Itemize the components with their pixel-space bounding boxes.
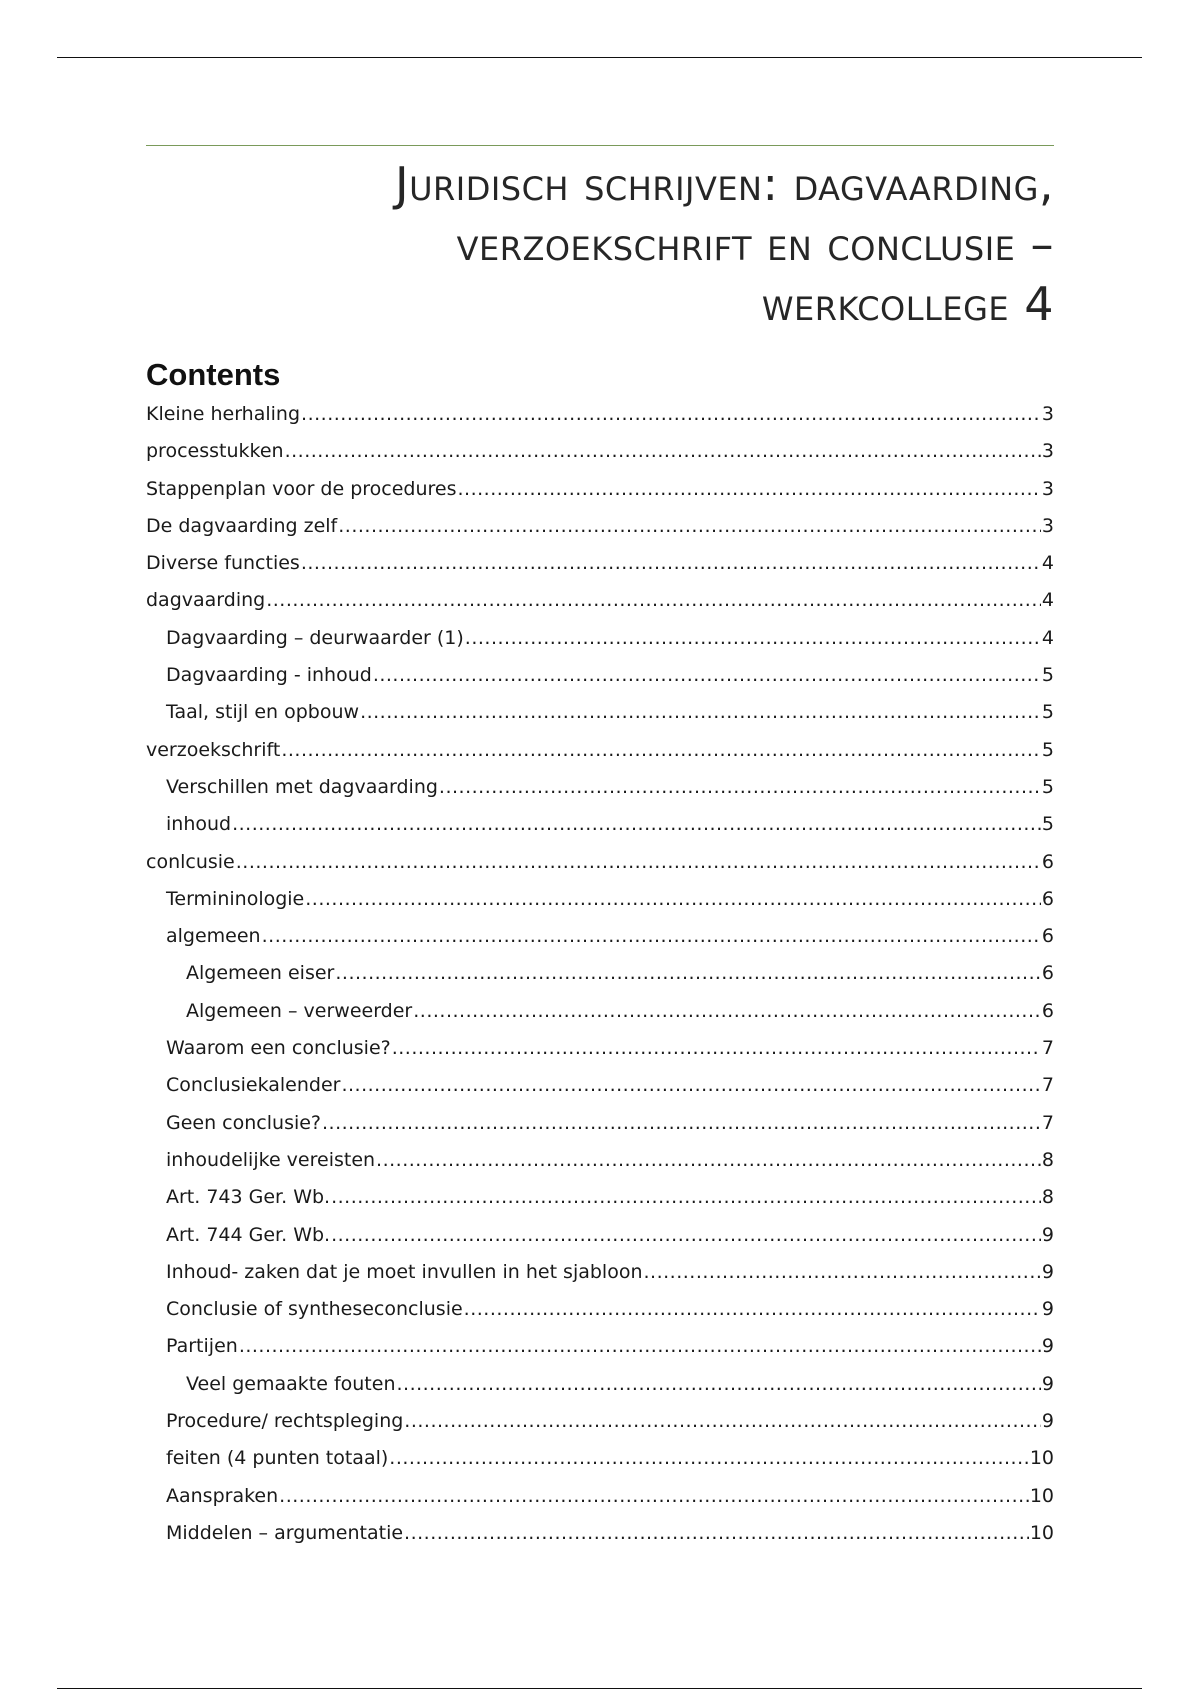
toc-entry[interactable]	[146, 962, 1054, 999]
page-top-rule	[57, 57, 1142, 58]
toc-entry[interactable]	[146, 1112, 1054, 1149]
toc-dot-leader	[301, 403, 1041, 425]
toc-entry-label: dagvaarding	[146, 589, 266, 612]
toc-entry[interactable]	[146, 1149, 1054, 1186]
toc-dot-leader	[389, 1447, 1029, 1469]
toc-entry[interactable]	[146, 1186, 1054, 1223]
toc-entry[interactable]	[146, 1074, 1054, 1111]
toc-page-number: 3	[1041, 514, 1054, 537]
toc-entry-label: processtukken	[146, 440, 284, 463]
toc-dot-leader	[392, 1037, 1041, 1059]
toc-dot-leader	[239, 1335, 1041, 1357]
toc-dot-leader	[464, 1298, 1041, 1320]
toc-entry-label: Termininologie	[166, 887, 305, 910]
toc-entry-label: Algemeen – verweerder	[186, 999, 413, 1022]
toc-page-number: 8	[1041, 1148, 1054, 1171]
toc-entry-label: Taal, stijl en opbouw	[166, 701, 360, 724]
toc-dot-leader	[335, 962, 1041, 984]
toc-page-number: 6	[1041, 962, 1054, 985]
toc-entry-label: Conclusie of syntheseconclusie	[166, 1298, 463, 1321]
toc-entry-label: Verschillen met dagvaarding	[166, 775, 438, 798]
toc-dot-leader	[281, 739, 1041, 761]
toc-dot-leader	[396, 1373, 1040, 1395]
toc-entry-label: Art. 743 Ger. Wb.	[166, 1186, 331, 1209]
toc-entry[interactable]	[146, 776, 1054, 813]
toc-entry-label: Art. 744 Ger. Wb.	[166, 1223, 331, 1246]
toc-page-number: 10	[1029, 1484, 1054, 1507]
toc-entry-label: verzoekschrift	[146, 738, 281, 761]
toc-page-number: 6	[1041, 925, 1054, 948]
toc-dot-leader	[404, 1410, 1041, 1432]
toc-dot-leader	[301, 552, 1041, 574]
toc-entry-label: Dagvaarding - inhoud	[166, 664, 372, 687]
toc-entry-label: Veel gemaakte fouten	[186, 1372, 396, 1395]
title-line-3: werkcollege 4	[761, 277, 1054, 331]
toc-page-number: 5	[1041, 775, 1054, 798]
toc-entry-label: Waarom een conclusie?	[166, 1037, 391, 1060]
toc-page-number: 7	[1041, 1074, 1054, 1097]
toc-entry-label: Conclusiekalender	[166, 1074, 341, 1097]
toc-dot-leader	[439, 776, 1041, 798]
toc-dot-leader	[338, 515, 1041, 537]
toc-page-number: 5	[1041, 701, 1054, 724]
title-divider	[146, 145, 1054, 146]
toc-page-number: 8	[1041, 1186, 1054, 1209]
toc-dot-leader	[458, 478, 1041, 500]
toc-page-number: 4	[1041, 552, 1054, 575]
toc-dot-leader	[266, 589, 1041, 611]
toc-entry-label: Algemeen eiser	[186, 962, 335, 985]
contents-heading: Contents	[146, 357, 281, 392]
toc-page-number: 9	[1041, 1410, 1054, 1433]
toc-entry-label: algemeen	[166, 925, 261, 948]
toc-entry[interactable]	[146, 478, 1054, 515]
toc-entry[interactable]	[146, 1335, 1054, 1372]
toc-entry[interactable]	[146, 627, 1054, 664]
toc-dot-leader	[341, 1074, 1040, 1096]
toc-entry[interactable]	[146, 1037, 1054, 1074]
toc-page-number: 9	[1041, 1260, 1054, 1283]
toc-entry[interactable]	[146, 1522, 1054, 1559]
toc-page-number: 9	[1041, 1223, 1054, 1246]
page-bottom-rule	[57, 1688, 1142, 1689]
toc-entry-label: Stappenplan voor de procedures	[146, 477, 457, 500]
toc-dot-leader	[331, 1186, 1041, 1208]
toc-entry[interactable]	[146, 813, 1054, 850]
toc-entry-label: conlcusie	[146, 850, 235, 873]
toc-entry-label: Dagvaarding – deurwaarder (1)	[166, 626, 464, 649]
toc-page-number: 6	[1041, 999, 1054, 1022]
toc-entry[interactable]	[146, 1000, 1054, 1037]
toc-page-number: 5	[1041, 664, 1054, 687]
toc-entry-label: feiten (4 punten totaal)	[166, 1447, 389, 1470]
toc-dot-leader	[331, 1224, 1041, 1246]
toc-page-number: 4	[1041, 589, 1054, 612]
toc-dot-leader	[413, 1000, 1041, 1022]
toc-entry-label: Procedure/ rechtspleging	[166, 1410, 404, 1433]
toc-entry[interactable]	[146, 888, 1054, 925]
toc-entry[interactable]	[146, 1224, 1054, 1261]
toc-page-number: 9	[1041, 1335, 1054, 1358]
toc-dot-leader	[644, 1261, 1041, 1283]
toc-page-number: 3	[1041, 440, 1054, 463]
toc-dot-leader	[262, 925, 1041, 947]
title-line-2: verzoekschrift en conclusie –	[456, 217, 1054, 271]
toc-entry[interactable]	[146, 739, 1054, 776]
toc-dot-leader	[305, 888, 1041, 910]
toc-page-number: 10	[1029, 1447, 1054, 1470]
toc-entry[interactable]	[146, 440, 1054, 477]
toc-dot-leader	[360, 701, 1041, 723]
toc-dot-leader	[285, 440, 1041, 462]
toc-dot-leader	[373, 664, 1041, 686]
toc-page-number: 5	[1041, 813, 1054, 836]
toc-entry-label: inhoudelijke vereisten	[166, 1148, 376, 1171]
toc-entry[interactable]	[146, 589, 1054, 626]
toc-dot-leader	[404, 1522, 1029, 1544]
toc-entry[interactable]	[146, 552, 1054, 589]
toc-entry-label: Inhoud- zaken dat je moet invullen in het sjabloon	[166, 1260, 643, 1283]
table-of-contents	[146, 403, 1054, 1559]
toc-entry-label: Kleine herhaling	[146, 403, 301, 425]
toc-entry-label: Geen conclusie?	[166, 1111, 322, 1134]
toc-entry[interactable]	[146, 515, 1054, 552]
toc-page-number: 7	[1041, 1037, 1054, 1060]
toc-dot-leader	[322, 1112, 1041, 1134]
toc-page-number: 6	[1041, 887, 1054, 910]
toc-entry[interactable]	[146, 664, 1054, 701]
toc-page-number: 4	[1041, 626, 1054, 649]
toc-entry-label: Diverse functies	[146, 552, 300, 575]
toc-dot-leader	[279, 1485, 1029, 1507]
toc-entry[interactable]	[146, 851, 1054, 888]
toc-entry[interactable]	[146, 1485, 1054, 1522]
toc-entry[interactable]	[146, 403, 1054, 440]
toc-page-number: 3	[1041, 477, 1054, 500]
toc-page-number: 5	[1041, 738, 1054, 761]
toc-entry-label: De dagvaarding zelf	[146, 514, 338, 537]
toc-dot-leader	[232, 813, 1041, 835]
toc-dot-leader	[236, 851, 1041, 873]
toc-entry[interactable]	[146, 1373, 1054, 1410]
toc-dot-leader	[376, 1149, 1041, 1171]
toc-page-number: 6	[1041, 850, 1054, 873]
toc-page-number: 9	[1041, 1372, 1054, 1395]
toc-page-number: 9	[1041, 1298, 1054, 1321]
toc-entry[interactable]	[146, 1447, 1054, 1484]
toc-entry-label: inhoud	[166, 813, 232, 836]
toc-page-number: 7	[1041, 1111, 1054, 1134]
toc-entry-label: Middelen – argumentatie	[166, 1521, 404, 1544]
toc-entry[interactable]	[146, 1261, 1054, 1298]
toc-entry-label: Aanspraken	[166, 1484, 279, 1507]
title-line-1: Juridisch schrijven: dagvaarding,	[395, 157, 1054, 211]
toc-dot-leader	[465, 627, 1041, 649]
toc-entry[interactable]	[146, 701, 1054, 738]
document-title	[146, 154, 1054, 334]
toc-page-number: 3	[1041, 403, 1054, 425]
toc-entry[interactable]	[146, 1410, 1054, 1447]
toc-entry[interactable]	[146, 925, 1054, 962]
toc-entry-label: Partijen	[166, 1335, 238, 1358]
toc-page-number: 10	[1029, 1521, 1054, 1544]
document-body	[146, 145, 1054, 1559]
toc-entry[interactable]	[146, 1298, 1054, 1335]
